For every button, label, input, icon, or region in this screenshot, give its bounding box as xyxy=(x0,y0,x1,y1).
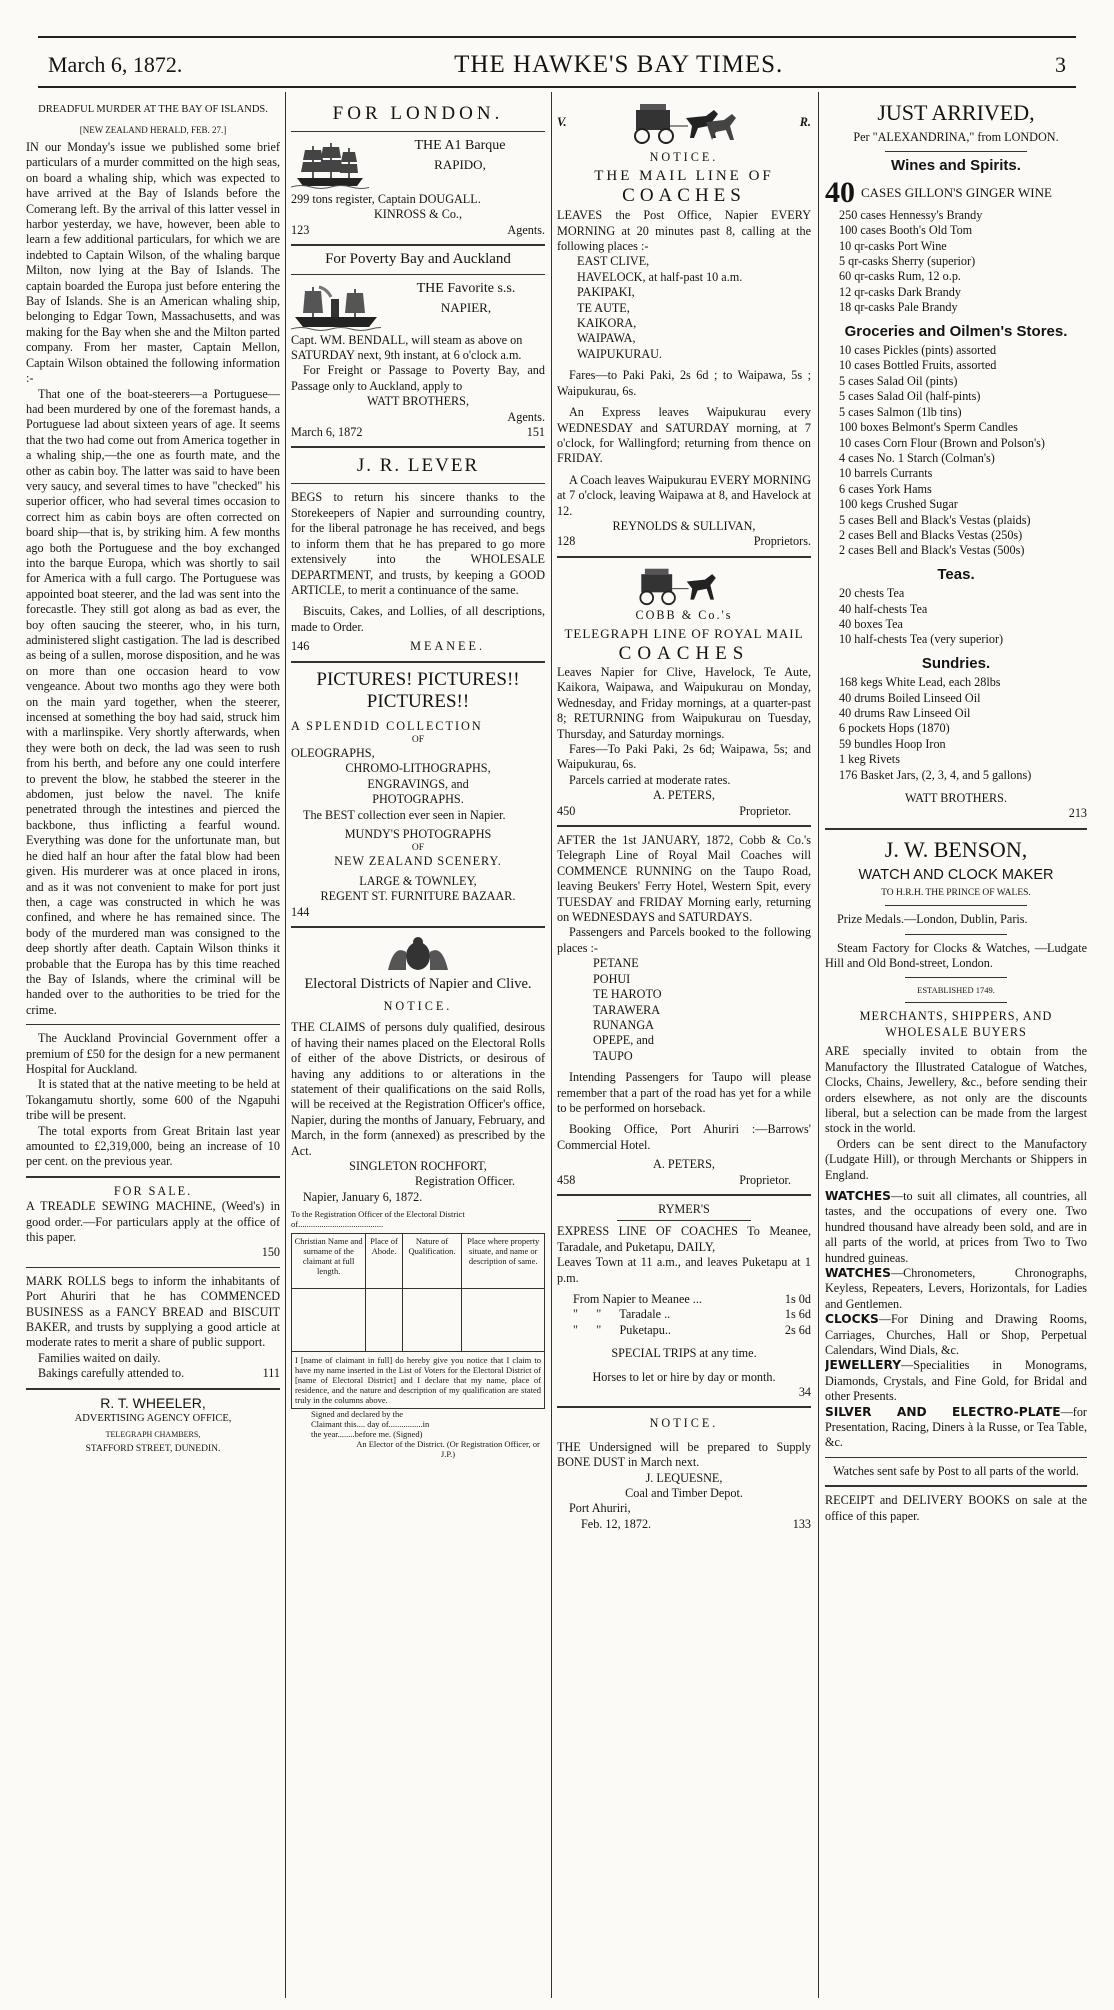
dust-role: Coal and Timber Depot. xyxy=(625,1486,743,1501)
divider xyxy=(26,1176,280,1178)
vr-mark: V. xyxy=(557,115,567,130)
rymer-special: SPECIAL TRIPS at any time. xyxy=(611,1346,757,1361)
stock-item: 40 drums Boiled Linseed Oil xyxy=(839,690,981,705)
benson-prize: Prize Medals.—London, Dublin, Paris. xyxy=(837,912,1028,927)
form-elector: An Elector of the District. (Or Registration Officer, or J.P.) xyxy=(356,1439,540,1460)
stock-item: 100 cases Booth's Old Tom xyxy=(839,223,973,238)
arrived-title: JUST ARRIVED, xyxy=(877,100,1035,125)
taupo-place: RUNANGA xyxy=(593,1017,654,1032)
silver-keyword: SILVER AND ELECTRO-PLATE xyxy=(825,1404,1061,1419)
form-address: To the Registration Officer of the Electoral District of........................................ xyxy=(291,1209,465,1230)
ship-name: RAPIDO, xyxy=(434,157,486,173)
divider xyxy=(825,1485,1087,1487)
receipt-text: RECEIPT and DELIVERY BOOKS on sale at the office of this paper. xyxy=(825,1493,1087,1523)
divider xyxy=(557,1406,811,1408)
gin-item: CASES GILLON'S GINGER WINE xyxy=(861,185,1052,201)
mail-title: THE MAIL LINE OF xyxy=(594,168,774,185)
stock-item: 5 cases Salmon (1lb tins) xyxy=(839,404,962,419)
form-declaration: I [name of claimant in full] do hereby give you notice that I claim to have my name inserted in the List of Voters for the Electoral District of [name of Electoral District] and I declare that my name, place of residence, and the nature and description of my qualification are stated truly in the columns above. xyxy=(291,1352,545,1409)
ad-number: 151 xyxy=(526,425,545,440)
column-3 xyxy=(557,92,811,2010)
agents-label: Agents. xyxy=(507,409,545,424)
divider xyxy=(825,1457,1087,1458)
ad-number: 450 xyxy=(557,803,576,818)
mail-place: HAVELOCK, at half-past 10 a.m. xyxy=(577,269,743,284)
murder-paragraph: That one of the boat-steerers—a Portuguese—had been murdered by one of the foremast hands, a Portuguese lad about sixteen years of age. It seems that the two had come out from America together in a whaling ship,—the one as fourth mate, and the other as cabin boy. The latter was said to have been very saucy, and several times to have "checked" his superior officer, who had several times occasion to correct him as cabin boys are often corrected on board ship—that is, by striking him. A few months ago both the Portuguese and the boy exchanged into the barque Europa, which was shortly to sail for America with a full cargo. The Portuguese was appointed boat steerer, and the lad was sent into the forecastle. They still got along as bad as ever, the boy often saucing the steerer, who, in his turn, administered slight castigation. The lad is described as being of a sullen, morose disposition, and he was on more than one occasion heard to vow vengeance. About two months ago they were both on the main yard together, when the steerer, incensed at something the boy had said, struck him with a marlinspike. Very shortly afterwards, when they were both on deck, the lad was seen to rush from his berth, and before any one could interfere to prevent the blow, he stabbed the steerer in the abdomen, just below the navel. The knife penetrated through the intestines and pierced the backbone, thus inflicting a fearful wound. Everything was done for the unfortunate man, but he died half an hour after the fatal blow had been given. His murderer was at once placed in irons, and as it was not convenient to make for port just then, a cage was constructed in which he was confined, and where he has remained since. The body of the murdered man was consigned to the deep shortly after death. Captain Wilson thinks it probable that the Europa has by this time reached the Bay of Islands, where the criminal will be handed over to the authorities to be tried for the crime. xyxy=(26,386,280,1017)
agents-label: Agents. xyxy=(507,222,545,237)
electoral-name: SINGLETON ROCHFORT, xyxy=(349,1159,487,1174)
stock-item: 18 qr-casks Pale Brandy xyxy=(839,300,958,315)
taupo-place: OPEPE, and xyxy=(593,1033,654,1048)
cobb-fares: Fares—To Paki Paki, 2s 6d; Waipawa, 5s; and Waipukurau, 6s. xyxy=(557,742,811,772)
divider xyxy=(905,977,1007,978)
divider xyxy=(291,274,545,275)
pictures-line: NEW ZEALAND SCENERY. xyxy=(334,854,502,869)
ad-number: 144 xyxy=(291,904,310,919)
watches-text: —to suit all climates, all countries, all tastes, and the occupations of every one. Two hundred thousand have already been sold, and are in all parts of the world, at prices from Two to Two hundred guineas. xyxy=(825,1188,1087,1265)
pictures-title: PICTURES!! xyxy=(366,690,470,712)
divider xyxy=(291,661,545,663)
mail-place: WAIPUKURAU. xyxy=(577,346,662,361)
newspaper-title: THE HAWKE'S BAY TIMES. xyxy=(454,51,784,78)
poverty-line: SATURDAY next, 9th instant, at 6 o'clock a.m. xyxy=(291,348,522,363)
divider xyxy=(26,1024,280,1025)
news-item: The total exports from Great Britain last year amounted to £2,319,000, being an increase of 10 per cent. on the previous year. xyxy=(26,1123,280,1169)
watches-keyword: WATCHES xyxy=(825,1188,891,1203)
electoral-date: Napier, January 6, 1872. xyxy=(303,1189,423,1204)
benson-sub: WATCH AND CLOCK MAKER xyxy=(858,866,1054,883)
jewellery-text: —Specialities in Monograms, Diamonds, Crystals, and Fine Gold, for Bridal and other Presents. xyxy=(825,1358,1087,1404)
dust-text: THE Undersigned will be prepared to Supply BONE DUST in March next. xyxy=(557,1439,811,1470)
form-cell xyxy=(366,1289,402,1352)
stock-item: 40 boxes Tea xyxy=(839,616,903,631)
rymer-fare-route: From Napier to Meanee ... xyxy=(573,1292,702,1306)
stagecoach-icon xyxy=(634,564,734,608)
pictures-line: LARGE & TOWNLEY, xyxy=(359,873,477,888)
ad-number: 34 xyxy=(798,1385,811,1400)
divider xyxy=(291,483,545,484)
stock-item: 10 barrels Currants xyxy=(839,466,933,481)
rymer-title: RYMER'S xyxy=(658,1201,710,1216)
taupo-line: Intending Passengers for Taupo will please remember that a part of the road has yet for a while to be performed on horseback. xyxy=(557,1070,811,1115)
benson-title: J. W. BENSON, xyxy=(884,836,1028,862)
stock-item: 10 half-chests Tea (very superior) xyxy=(839,632,1004,647)
column-1 xyxy=(26,92,280,2010)
cobb-owner: A. PETERS, xyxy=(653,788,715,803)
column-2 xyxy=(291,92,545,2010)
wheeler-line: STAFFORD STREET, DUNEDIN. xyxy=(85,1443,221,1454)
stock-item: 5 cases Salad Oil (pints) xyxy=(839,373,958,388)
electoral-notice: NOTICE. xyxy=(383,999,453,1013)
divider xyxy=(885,151,1027,152)
pictures-line: REGENT ST. FURNITURE BAZAAR. xyxy=(320,889,516,904)
news-item: It is stated that at the native meeting to be held at Tokangamutu shortly, some 600 of the Ngapuhi tribe will be present. xyxy=(26,1077,280,1123)
divider xyxy=(291,926,545,928)
taupo-text: AFTER the 1st JANUARY, 1872, Cobb & Co.'s Telegraph Line of Royal Mail Coaches will COMMENCE RUNNING on the Taupo Road, leaving Beukers' Ferry Hotel, Western Spit, every TUESDAY and FRIDAY Morning early, returning on WEDNESDAYS and SATURDAYS. xyxy=(557,833,811,925)
proprietors-label: Proprietors. xyxy=(753,534,811,549)
jewellery-keyword: JEWELLERY xyxy=(825,1358,902,1373)
rolls-line: Bakings carefully attended to. xyxy=(38,1366,185,1381)
form-header: Place of Abode. xyxy=(366,1234,402,1289)
rymer-text: EXPRESS LINE OF COACHES To Meanee, Taradale, and Puketapu, DAILY, xyxy=(557,1224,811,1254)
rolls-text: MARK ROLLS begs to inform the inhabitants of Port Ahuriri that he has COMMENCED BUSINESS as a FANCY BREAD and BISCUIT BAKER, and trusts by supplying a good article at moderate rates to merit a share of public support. xyxy=(26,1273,280,1350)
wheeler-name: R. T. WHEELER, xyxy=(100,1394,206,1411)
taupo-place: TE HAROTO xyxy=(593,987,662,1002)
page-number: 3 xyxy=(1054,52,1066,77)
divider xyxy=(557,556,811,558)
watches-text: —Chronometers, Chronographs, Keyless, Repeaters, Levers, Horizontals, for Ladies and Gentlemen. xyxy=(825,1265,1087,1311)
claim-form-table xyxy=(291,1233,545,1352)
ad-number: 123 xyxy=(291,222,310,237)
form-signed: Signed and declared by the Claimant this.... day of................in the year........before me. (Signed) xyxy=(311,1409,430,1440)
benson-text: ARE specially invited to obtain from the Manufactory the Illustrated Catalogue of Watches, Clocks, Chains, Jewellery, &c., before sending their orders elsewhere, as not only are the discounts liberal, but a selection can be made from the largest stock in the world. xyxy=(825,1044,1087,1136)
divider xyxy=(905,1002,1007,1003)
form-cell xyxy=(402,1289,462,1352)
pictures-line: OLEOGRAPHS, xyxy=(291,745,375,760)
clocks-text: —For Dining and Drawing Rooms, Carriages, Churches, Hall or Shop, Perpetual Calendars, Wind Dials, &c. xyxy=(825,1312,1087,1357)
pictures-line: The BEST collection ever seen in Napier. xyxy=(303,807,506,822)
ad-date: March 6, 1872 xyxy=(291,425,363,440)
taupo-place: PETANE xyxy=(593,956,639,971)
steamship-icon xyxy=(291,283,381,331)
benson-orders: Orders can be sent direct to the Manufactory (Ludgate Hill), or through Merchants or Shippers in England. xyxy=(825,1136,1087,1182)
pictures-line: PHOTOGRAPHS. xyxy=(372,792,464,807)
stock-item: 5 cases Bell and Black's Vestas (plaids) xyxy=(839,512,1031,527)
stock-item: 10 qr-casks Port Wine xyxy=(839,238,947,253)
form-header: Nature of Qualification. xyxy=(402,1234,462,1289)
column-divider xyxy=(818,92,819,1998)
cobb-line: TELEGRAPH LINE OF ROYAL MAIL xyxy=(564,626,804,642)
poverty-title: For Poverty Bay and Auckland xyxy=(325,251,511,268)
divider xyxy=(26,1388,280,1390)
column-divider xyxy=(551,92,552,1998)
mail-fares: Fares—to Paki Paki, 2s 6d ; to Waipawa, 5s ; Waipukurau, 6s. xyxy=(557,368,811,398)
divider xyxy=(825,828,1087,830)
cobb-parcels: Parcels carried at moderate rates. xyxy=(569,772,731,787)
section-heading: Sundries. xyxy=(921,654,991,672)
london-title: FOR LONDON. xyxy=(332,103,504,124)
divider xyxy=(557,825,811,827)
arrived-per: Per "ALEXANDRINA," from LONDON. xyxy=(853,130,1059,144)
taupo-line: Booking Office, Port Ahuriri :—Barrows' Commercial Hotel. xyxy=(557,1122,811,1152)
masthead xyxy=(48,48,1066,82)
lever-title: J. R. LEVER xyxy=(356,455,480,477)
form-header: Christian Name and surname of the claimant at full length. xyxy=(292,1234,366,1289)
pictures-title: PICTURES! PICTURES!! xyxy=(316,668,520,690)
pictures-of: OF xyxy=(411,843,425,854)
column-divider xyxy=(285,92,286,1998)
stagecoach-icon xyxy=(628,100,738,146)
benson-factory: Steam Factory for Clocks & Watches, —Ludgate Hill and Old Bond-street, London. xyxy=(825,940,1087,971)
form-cell xyxy=(292,1289,366,1352)
mail-place: TE AUTE, xyxy=(577,300,630,315)
mail-owners: REYNOLDS & SULLIVAN, xyxy=(612,518,756,533)
stock-item: 40 half-chests Tea xyxy=(839,601,928,616)
stock-item: 2 cases Bell and Black's Vestas (500s) xyxy=(839,543,1025,558)
dust-place: Port Ahuriri, xyxy=(569,1501,631,1516)
mail-place: PAKIPAKI, xyxy=(577,285,635,300)
stock-item: 59 bundles Hoop Iron xyxy=(839,736,946,751)
section-heading: Groceries and Oilmen's Stores. xyxy=(844,322,1068,340)
murder-headline: DREADFUL MURDER AT THE BAY OF ISLANDS. xyxy=(38,104,268,115)
section-heading: Wines and Spirits. xyxy=(891,157,1021,175)
ad-number: 146 xyxy=(291,639,310,654)
electoral-title: Electoral Districts of Napier and Clive. xyxy=(304,976,532,992)
stock-item: 5 qr-casks Sherry (superior) xyxy=(839,254,976,269)
taupo-place: POHUI xyxy=(593,971,631,986)
rolls-line: Families waited on daily. xyxy=(38,1350,161,1365)
form-cell xyxy=(462,1289,545,1352)
wheeler-line: ADVERTISING AGENCY OFFICE, xyxy=(74,1413,232,1425)
ship-name: NAPIER, xyxy=(440,300,492,316)
ad-number: 111 xyxy=(262,1366,280,1381)
mail-text: LEAVES the Post Office, Napier EVERY MORNING at 20 minutes past 8, calling at the following places :- xyxy=(557,208,811,254)
cobb-title: COBB & Co.'s xyxy=(635,607,733,622)
pictures-line: MUNDY'S PHOTOGRAPHS xyxy=(344,826,492,841)
stock-item: 1 keg Rivets xyxy=(839,752,900,767)
ad-number: 133 xyxy=(792,1516,811,1531)
pictures-line: CHROMO-LITHOGRAPHS, xyxy=(345,761,491,776)
silver-text: —for Presentation, Racing, Diners à la Russe, or Tea Table, &c. xyxy=(825,1404,1087,1450)
rymer-fare-route: " " Puketapu.. xyxy=(573,1322,671,1337)
divider xyxy=(557,1194,811,1196)
royal-arms-icon xyxy=(368,934,468,974)
divider xyxy=(291,131,545,132)
vr-mark: R. xyxy=(799,115,811,130)
poverty-line: THE Favorite s.s. xyxy=(416,280,516,296)
taupo-place: TAUPO xyxy=(593,1048,633,1063)
mail-place: WAIPAWA, xyxy=(577,331,636,346)
stock-item: 10 cases Pickles (pints) assorted xyxy=(839,343,997,358)
stock-item: 40 drums Raw Linseed Oil xyxy=(839,706,971,720)
murder-source: [NEW ZEALAND HERALD, FEB. 27.] xyxy=(79,125,227,135)
dust-notice: NOTICE. xyxy=(649,1416,719,1431)
column-4 xyxy=(825,92,1087,2010)
lever-text: BEGS to return his sincere thanks to the Storekeepers of Napier and surrounding country, for the liberal patronage he has received, and begs to inform them that he has prepared to go more extensively into the WHOLESALE DEPARTMENT, and trusts, by keeping a GOOD ARTICLE, to merit a continuance of the same. xyxy=(291,490,545,597)
divider xyxy=(291,446,545,448)
electoral-role: Registration Officer. xyxy=(415,1174,515,1189)
proprietor-label: Proprietor. xyxy=(739,1172,791,1187)
murder-paragraph: IN our Monday's issue we published some brief particulars of a murder committed on the high seas, on board a whaling ship, which was expected to have arrived at the Bay of Islands before the Comerang left. By the arrival of this latter vessel in harbor yesterday, we have, however, been able to learn a few additional particulars, for which we are indebted to Captain Wilson, of the whaling barque Milton, now lying at the Bay of Islands. The captain boarded the Europa just before entering the Bay of Islands. She is an American whaling ship, belonging to Edgar Town, Massachusetts, and was making for the Bay when she and the Milton parted company. From her master, Captain Mellon, Captain Wilson obtained the following information :- xyxy=(26,140,280,386)
stock-item: 10 cases Corn Flour (Brown and Polson's) xyxy=(839,435,1045,450)
watches-keyword: WATCHES xyxy=(825,1265,891,1280)
stock-item: 250 cases Hennessy's Brandy xyxy=(839,207,983,222)
stock-item: 12 qr-casks Dark Brandy xyxy=(839,284,961,299)
clocks-keyword: CLOCKS xyxy=(825,1312,879,1327)
poverty-line: For Freight or Passage to Poverty Bay, and Passage only to Auckland, apply to xyxy=(291,363,545,393)
stock-item: 100 boxes Belmont's Sperm Candles xyxy=(839,420,1018,435)
rymer-fare-price: 2s 6d xyxy=(784,1322,811,1337)
issue-date: March 6, 1872. xyxy=(48,52,183,77)
form-header: Place where property situate, and name or description of same. xyxy=(462,1234,545,1289)
dust-name: J. LEQUESNE, xyxy=(645,1470,723,1485)
masthead-rule xyxy=(38,86,1076,88)
stock-item: 20 chests Tea xyxy=(839,586,905,601)
poverty-agent: WATT BROTHERS, xyxy=(366,394,470,409)
forsale-title: FOR SALE. xyxy=(113,1183,193,1198)
taupo-line: Passengers and Parcels booked to the following places :- xyxy=(557,925,811,955)
divider xyxy=(885,905,1027,906)
stock-item: 6 cases York Hams xyxy=(839,481,932,496)
mail-title: COACHES xyxy=(622,184,746,206)
ad-number: 458 xyxy=(557,1172,576,1187)
benson-safe: Watches sent safe by Post to all parts of the world. xyxy=(833,1463,1079,1478)
cobb-line: COACHES xyxy=(618,642,750,664)
dust-date: Feb. 12, 1872. xyxy=(581,1516,652,1531)
mail-place: EAST CLIVE, xyxy=(577,254,650,269)
london-agent: KINROSS & Co., xyxy=(373,207,463,222)
taupo-owner: A. PETERS, xyxy=(653,1157,715,1172)
rymer-fare-route: " " Taradale .. xyxy=(573,1307,671,1322)
proprietor-label: Proprietor. xyxy=(739,803,791,818)
divider xyxy=(291,244,545,246)
electoral-text: THE CLAIMS of persons duly qualified, desirous of having their names placed on the Electoral Rolls of either of the above Districts, or desirous of having any additions to or alterations in the statement of their qualifications on the said Rolls, will be received at the Registration Officer's office, Napier, during the months of January, February, and March, in the form (annexed) as prescribed by the Act. xyxy=(291,1020,545,1158)
forsale-text: A TREADLE SEWING MACHINE, (Weed's) in good order.—For particulars apply at the office of this paper. xyxy=(26,1199,280,1245)
stock-item: 2 cases Bell and Blacks Vestas (250s) xyxy=(839,527,1023,542)
wheeler-line: TELEGRAPH CHAMBERS, xyxy=(105,1429,201,1439)
mail-coach: A Coach leaves Waipukurau EVERY MORNING at 7 o'clock, leaving Waipawa at 8, and Havelock at 12. xyxy=(557,472,811,518)
stock-item: 4 cases No. 1 Starch (Colman's) xyxy=(839,450,995,465)
poverty-line: Capt. WM. BENDALL, will steam as above on xyxy=(291,332,523,347)
stock-item: 6 pockets Hops (1870) xyxy=(839,721,950,736)
news-item: The Auckland Provincial Government offer a premium of £50 for the design for a new permanent Hospital for Auckland. xyxy=(26,1031,280,1076)
top-rule xyxy=(38,36,1076,38)
ad-number: 150 xyxy=(261,1245,280,1260)
taupo-place: TARAWERA xyxy=(593,1002,661,1017)
ad-number: 213 xyxy=(1068,806,1087,821)
london-line: 299 tons register, Captain DOUGALL. xyxy=(291,192,481,206)
pictures-line: ENGRAVINGS, and xyxy=(367,776,469,791)
stock-item: 60 qr-casks Rum, 12 o.p. xyxy=(839,269,961,284)
rymer-fare-price: 1s 0d xyxy=(784,1292,811,1306)
divider xyxy=(617,1220,751,1221)
rymer-fare-price: 1s 6d xyxy=(784,1307,811,1322)
stock-item: 10 cases Bottled Fruits, assorted xyxy=(839,358,997,373)
pictures-of: OF xyxy=(411,734,425,745)
section-heading: Teas. xyxy=(937,565,975,583)
london-line: THE A1 Barque xyxy=(414,138,506,153)
stock-item: 100 kegs Crushed Sugar xyxy=(839,497,958,512)
pictures-line: A SPLENDID COLLECTION xyxy=(291,718,483,733)
ad-number: 128 xyxy=(557,534,576,549)
stock-item: 176 Basket Jars, (2, 3, 4, and 5 gallons) xyxy=(839,767,1032,782)
stock-item: 168 kegs White Lead, each 28lbs xyxy=(839,675,1001,690)
gin-count: 40 xyxy=(825,175,855,209)
rymer-line: Leaves Town at 11 a.m., and leaves Puketapu at 1 p.m. xyxy=(557,1255,811,1285)
rymer-horses: Horses to let or hire by day or month. xyxy=(592,1369,776,1384)
lever-place: MEANEE. xyxy=(410,639,485,654)
benson-est: ESTABLISHED 1749. xyxy=(917,985,995,996)
sailing-ship-icon xyxy=(291,140,369,190)
mail-notice: NOTICE. xyxy=(649,150,719,164)
divider xyxy=(26,1267,280,1268)
mail-place: KAIKORA, xyxy=(577,316,637,331)
benson-merch: MERCHANTS, SHIPPERS, AND WHOLESALE BUYERS xyxy=(859,1009,1053,1039)
divider xyxy=(905,934,1007,935)
arrived-owner: WATT BROTHERS. xyxy=(904,791,1008,806)
lever-line: Biscuits, Cakes, and Lollies, of all descriptions, made to Order. xyxy=(291,604,545,634)
mail-express: An Express leaves Waipukurau every WEDNESDAY and SATURDAY morning, at 7 o'clock, for Wallingford; returning from thence on FRIDAY. xyxy=(557,405,811,466)
stock-item: 5 cases Salad Oil (half-pints) xyxy=(839,389,981,404)
cobb-text: Leaves Napier for Clive, Havelock, Te Aute, Kaikora, Waipawa, and Waipukurau on Monday, Wednesday, and Friday mornings, at a quarter-past 8; RETURNING from Waipukurau on Tuesday, Thursday, and Saturday mornings. xyxy=(557,664,811,741)
benson-to: TO H.R.H. THE PRINCE OF WALES. xyxy=(881,888,1031,899)
